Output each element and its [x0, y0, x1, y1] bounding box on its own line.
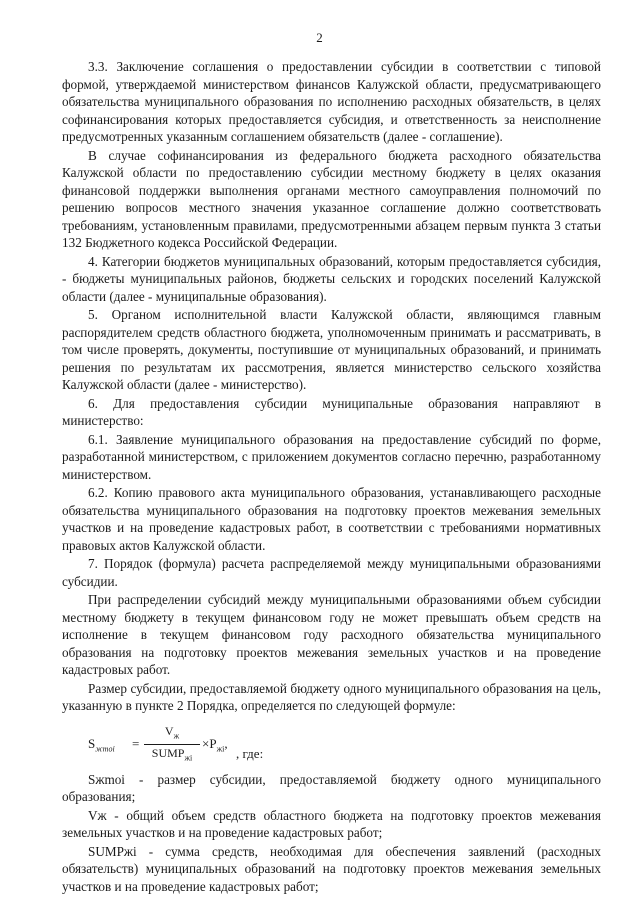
formula-factor: $\times P_{жi}$,	[202, 735, 228, 754]
document-body	[62, 58, 601, 895]
paragraph-6-1: 6.1. Заявление муниципального образования на предоставление субсидий по форме, разработанной министерством, с приложением документов согласно перечню, разработанному министерством.	[62, 431, 601, 482]
definition-s: Sжmoi - размер субсидии, предоставляемой бюджету одного муниципального образования;	[62, 771, 601, 804]
formula-where: , где:	[236, 745, 264, 761]
page-number: 2	[316, 30, 323, 45]
formula-lhs: $S_{жmoi}$	[88, 735, 115, 754]
formula-equals: =	[132, 735, 140, 751]
formula-denominator: $SUMP_{жi}$	[151, 745, 193, 763]
paragraph-5: 5. Органом исполнительной власти Калужской области, являющимся главным распорядителем средств областного бюджета, уполномоченным принимать и рассматривать, в том числе проверять, документы, поступившие от муниципальных образований, и принимать решения по результатам их рассмотрения, является министерство сельского хозяйства Калужской области (далее - министерство).	[62, 307, 601, 392]
formula-fraction	[144, 723, 200, 767]
subsidy-formula	[88, 723, 601, 763]
paragraph-distribution: При распределении субсидий между муниципальными образованиями объем субсидии местному бюджету в текущем финансовом году не может превышать объем средств на исполнение в текущем финансовом году расходного обязательства муниципального образования на подготовку проектов межевания земельных участков и на проведение кадастровых работ.	[62, 592, 601, 677]
definition-v: Vж - общий объем средств областного бюджета на подготовку проектов межевания земельных участков и на проведение кадастровых работ;	[62, 807, 601, 840]
paragraph-formula-intro: Размер субсидии, предоставляемой бюджету одного муниципального образования на цель, указанную в пункте 2 Порядка, определяется по следующей формуле:	[62, 680, 601, 713]
paragraph-4: 4. Категории бюджетов муниципальных образований, которым предоставляется субсидия, - бюджеты муниципальных районов, бюджеты сельских и городских поселений Калужской области (далее - муниципальные образования).	[62, 253, 601, 304]
paragraph-3-3: 3.3. Заключение соглашения о предоставлении субсидии в соответствии с типовой формой, утверждаемой министерством финансов Калужской области, предусматривающего обязательства муниципального образования по исполнению расходных обязательств, в целях софинансирования которых предоставляется субсидия, и ответственность за неисполнение предусмотренных указанным соглашением обязательств (далее - соглашение).	[62, 59, 601, 144]
paragraph-6: 6. Для предоставления субсидии муниципальные образования направляют в министерство:	[62, 395, 601, 428]
formula-numerator: $V_ж$	[144, 723, 200, 745]
paragraph-7: 7. Порядок (формула) расчета распределяемой между муниципальными образованиями субсидии.	[62, 556, 601, 589]
definition-sump: SUMPжi - сумма средств, необходимая для обеспечения заявлений (расходных обязательств) муниципальных образований на подготовку проектов межевания земельных участков и на проведение кадастровых работ;	[62, 843, 601, 894]
paragraph-federal-cofinancing: В случае софинансирования из федерального бюджета расходного обязательства Калужской области по предоставлению субсидии местному бюджету в целях оказания финансовой поддержки выполнения органами местного самоуправления полномочий по решению вопросов местного значения указанное соглашение должно соответствовать требованиям, установленным правилами, предусмотренными абзацем первым пункта 3 статьи 132 Бюджетного кодекса Российской Федерации.	[62, 147, 601, 250]
paragraph-6-2: 6.2. Копию правового акта муниципального образования, устанавливающего расходные обязательства муниципального образования на подготовку проектов межевания земельных участков и на проведение кадастровых работ, в соответствии с требованиями нормативных правовых актов Калужской области.	[62, 485, 601, 553]
